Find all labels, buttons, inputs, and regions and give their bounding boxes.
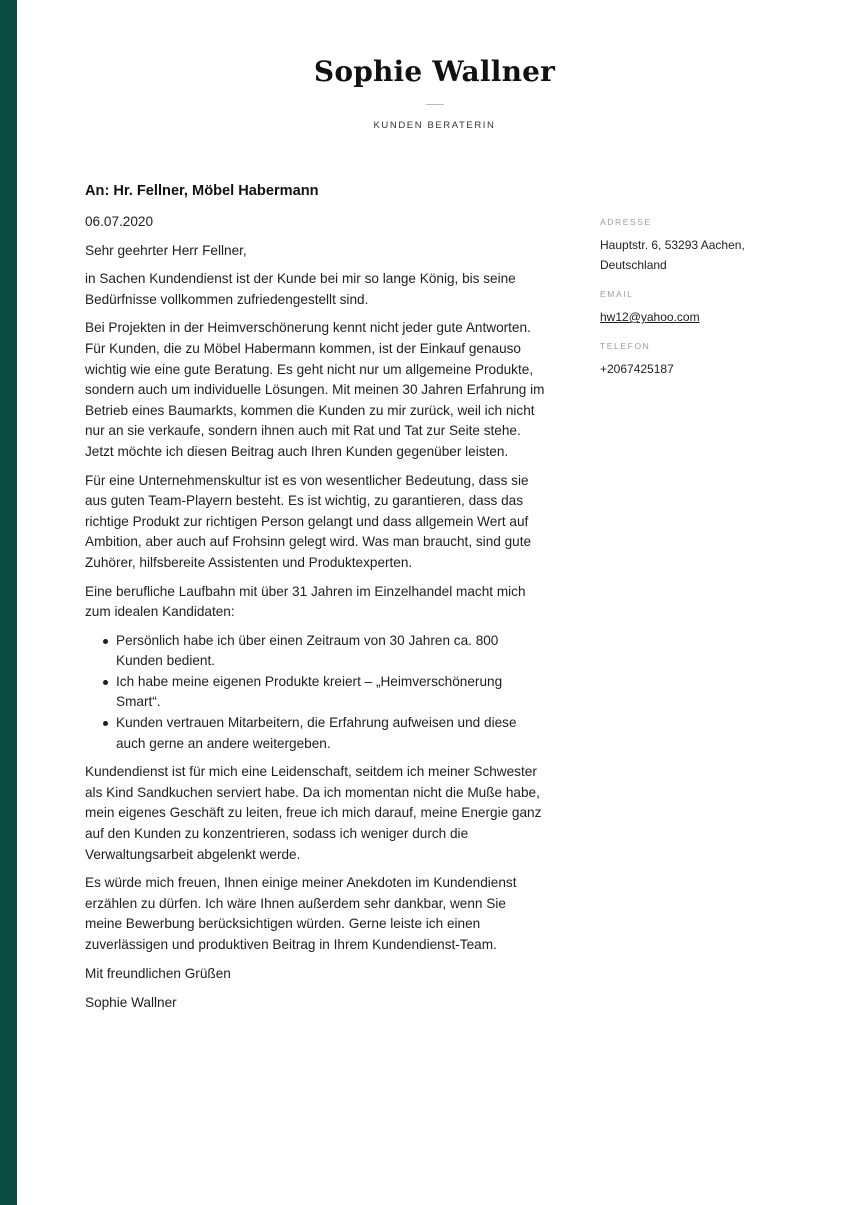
phone-block [600, 340, 820, 379]
address-line: Hauptstr. 6, 53293 Aachen, [600, 238, 745, 252]
list-item: Ich habe meine eigenen Produkte kreiert – „Heimverschönerung Smart“. [85, 672, 545, 713]
paragraph: Eine berufliche Laufbahn mit über 31 Jahren im Einzelhandel macht mich zum idealen Kandidaten: [85, 583, 526, 620]
qualification-list [85, 631, 545, 755]
address-value [600, 235, 820, 275]
email-value-wrapper [600, 307, 820, 327]
list-item: Persönlich habe ich über einen Zeitraum von 30 Jahren ca. 800 Kunden bedient. [85, 631, 545, 672]
letter-date: 06.07.2020 [85, 214, 154, 229]
phone-value: +2067425187 [600, 362, 674, 376]
email-link[interactable]: hw12@yahoo.com [600, 310, 700, 324]
phone-label: TELEFON [600, 341, 651, 351]
paragraph: Es würde mich freuen, Ihnen einige meiner Anekdoten im Kundendienst erzählen zu dürfen. Ich wäre Ihnen außerdem sehr dankbar, wenn Sie meine Bewerbung berücksichtigen würden. Gerne leiste ich einen zuverlässigen und produktiven Beitrag in Ihrem Kundendienst-Team. [85, 875, 517, 952]
paragraph: in Sachen Kundendienst ist der Kunde bei mir so lange König, bis seine Bedürfnisse vollkommen zufriedengestellt sind. [85, 271, 516, 307]
contact-sidebar [600, 216, 820, 392]
address-line: Deutschland [600, 258, 667, 272]
closing-phrase: Mit freundlichen Grüßen [85, 965, 231, 981]
recipient-line: An: Hr. Fellner, Möbel Habermann [85, 183, 319, 199]
applicant-name: Sophie Wallner [313, 55, 556, 88]
email-label: EMAIL [600, 289, 634, 299]
letter-header [17, 52, 852, 131]
address-block [600, 216, 820, 275]
paragraph: Bei Projekten in der Heimverschönerung kennt nicht jeder gute Antworten. Für Kunden, die zu Möbel Habermann kommen, ist der Einkauf genauso wichtig wie eine gute Beratung. Es geht nicht nur um allgemeine Produkte, sondern auch um individuelle Lösungen. Mit meinen 30 Jahren Erfahrung im Betrieb eines Baumarkts, kommen die Kunden zu mir zurück, weil ich nicht nur an sie verkaufe, sondern ihnen auch mit Rat und Tat zur Seite stehe. Jetzt möchte ich diesen Beitrag auch Ihren Kunden gegenüber leisten. [85, 320, 545, 459]
applicant-role: KUNDEN BERATERIN [373, 120, 496, 131]
signature-name: Sophie Wallner [85, 995, 177, 1011]
accent-sidebar-stripe [0, 0, 17, 1205]
list-item: Kunden vertrauen Mitarbeitern, die Erfahrung aufweisen und diese auch gerne an andere weitergeben. [85, 713, 545, 754]
salutation: Sehr geehrter Herr Fellner, [85, 242, 247, 258]
paragraph: Kundendienst ist für mich eine Leidenschaft, seitdem ich meiner Schwester als Kind Sandkuchen serviert habe. Da ich momentan nicht die Muße habe, mein eigenes Geschäft zu leiten, freue ich mich darauf, meine Energie ganz auf den Kunden zu konzentrieren, sodass ich weniger durch die Verwaltungsarbeit abgelenkt werde. [85, 764, 542, 862]
header-divider [426, 104, 444, 105]
letter-body [85, 181, 545, 1014]
paragraph: Für eine Unternehmenskultur ist es von wesentlicher Bedeutung, dass sie aus guten Team-Playern besteht. Es ist wichtig, zu garantieren, dass das richtige Produkt zur richtigen Person gelangt und dass allgemein Wert auf Ambition, aber auch auf Frohsinn gelegt wird. Was man braucht, sind gute Zuhörer, hilfsbereite Assistenten und Produktexperten. [85, 472, 532, 570]
address-label: ADRESSE [600, 217, 652, 227]
email-block [600, 288, 820, 327]
